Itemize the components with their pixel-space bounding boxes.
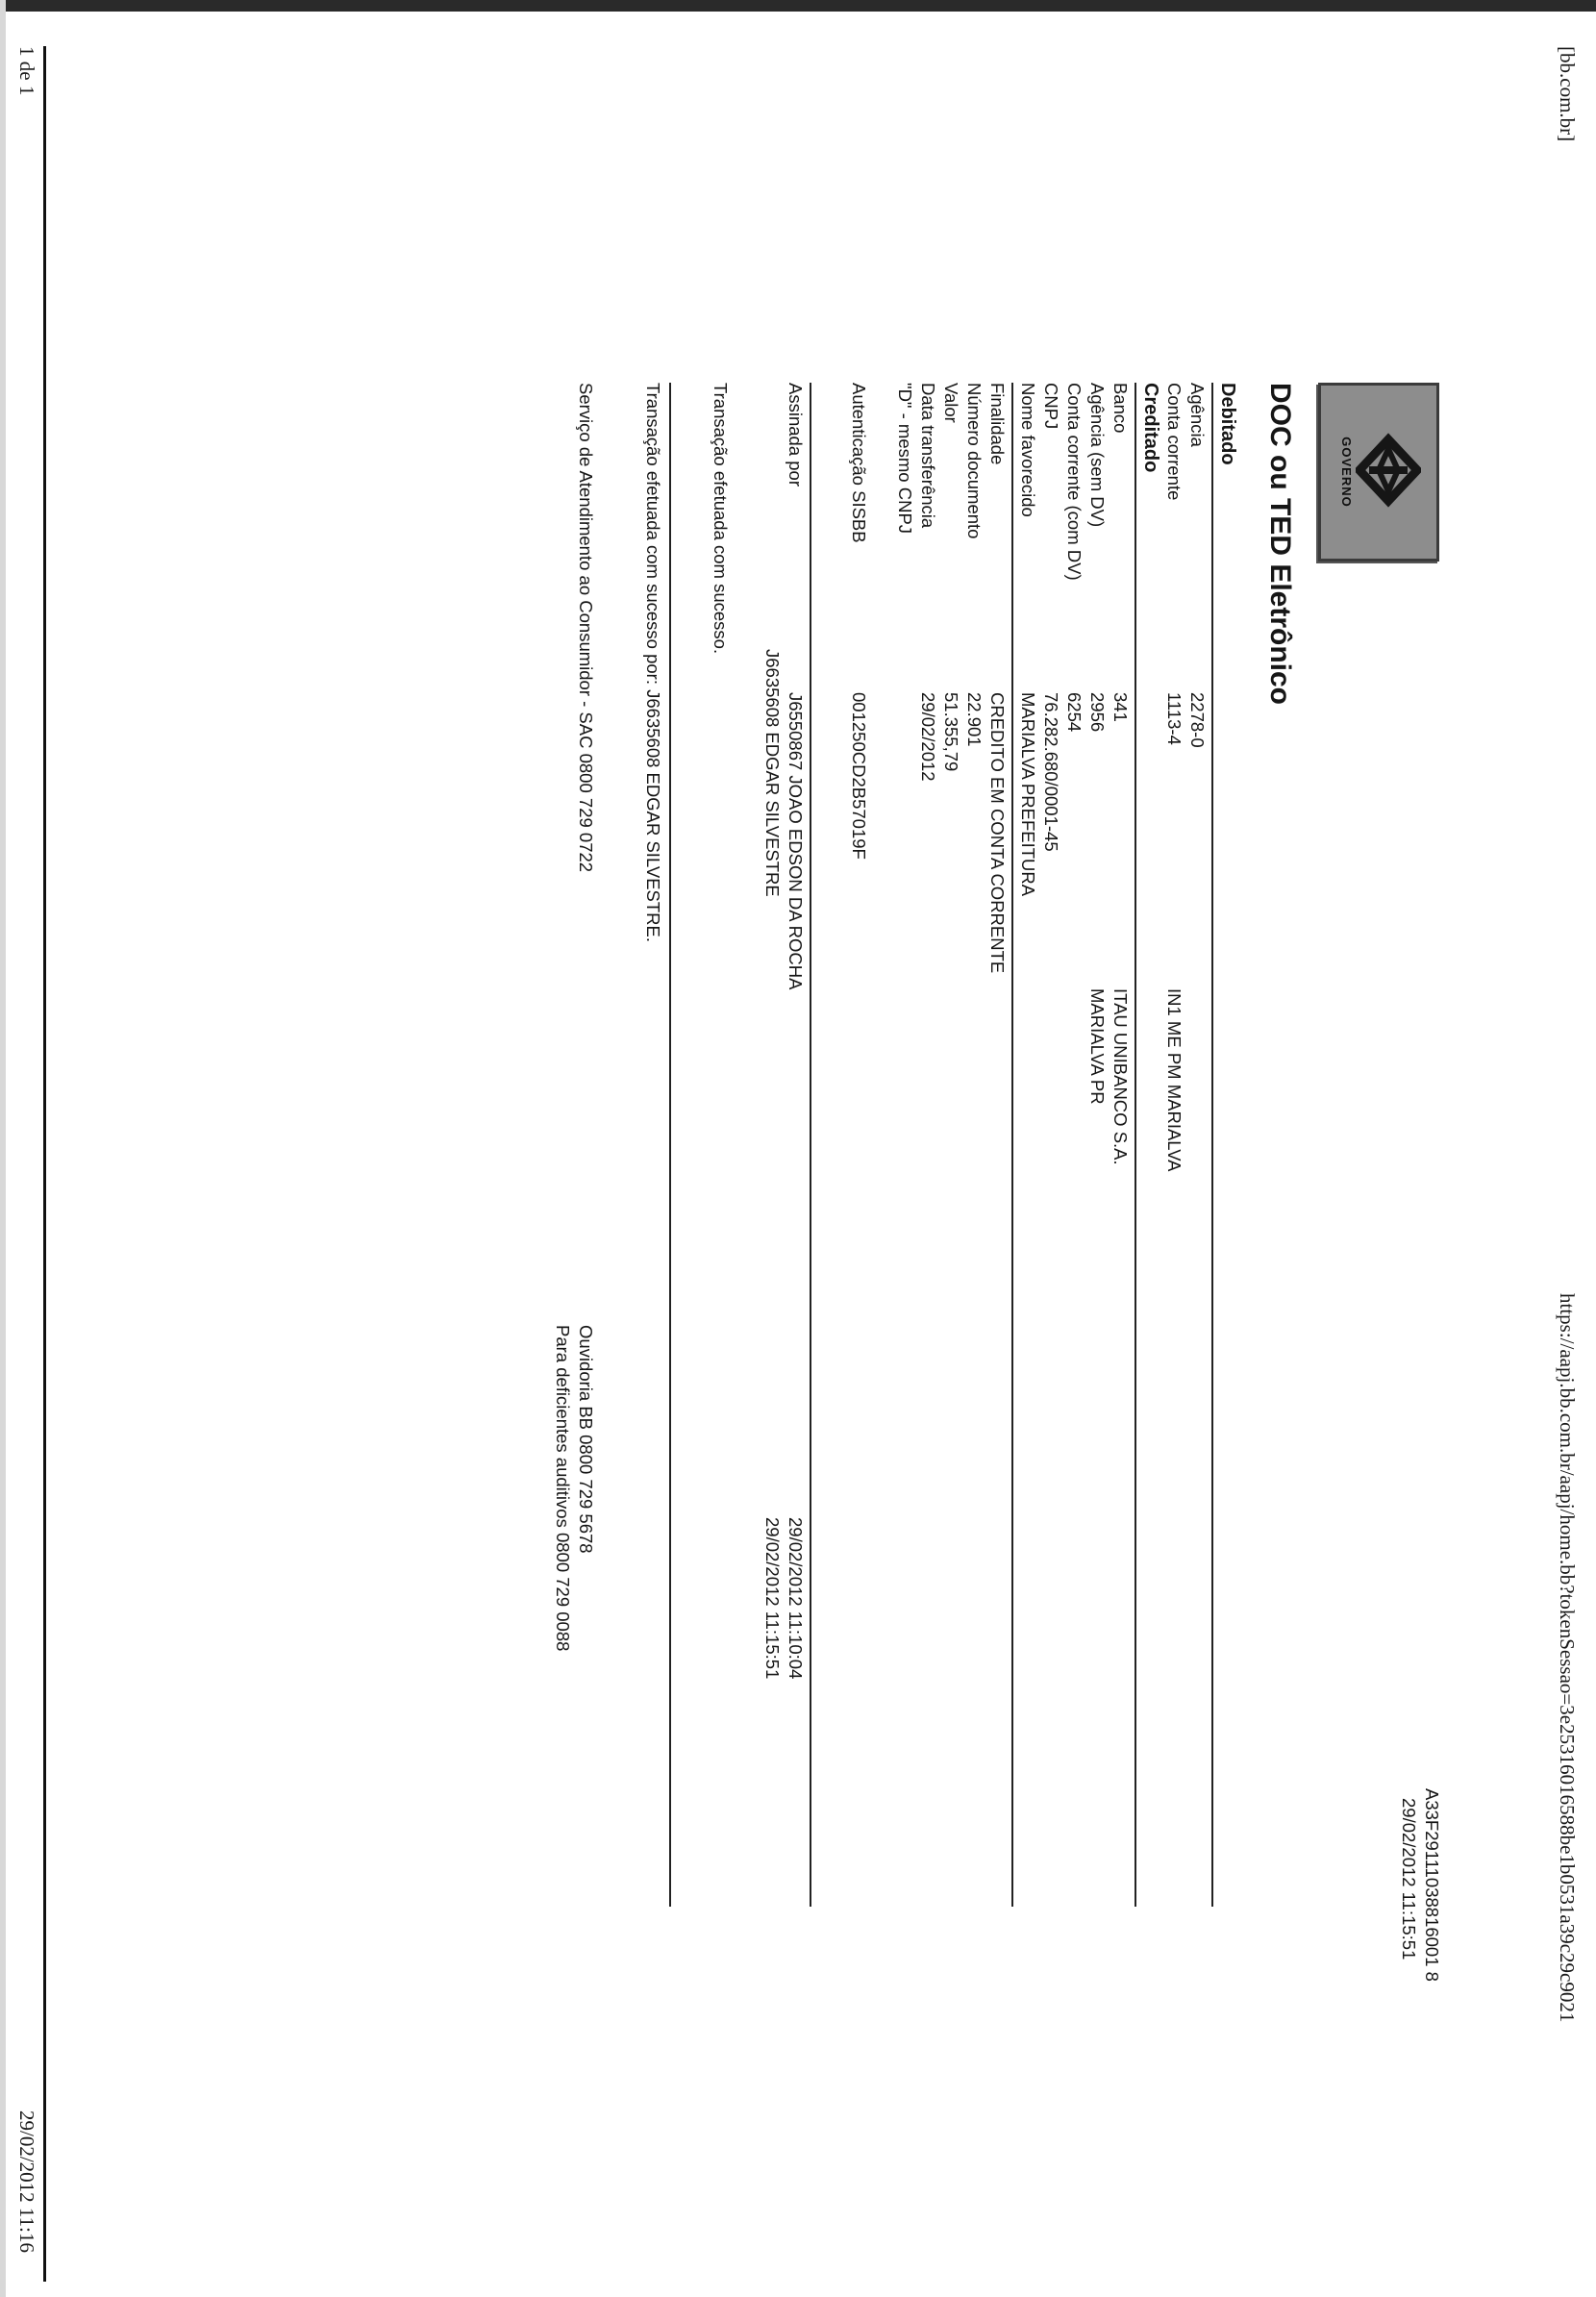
creditado-agencia-value: 2956: [1087, 692, 1108, 733]
ouvidoria-contact: Ouvidoria BB 0800 729 5678: [576, 1325, 596, 1554]
autenticacao-value: 001250CD2B57019F: [849, 692, 869, 860]
assinaturas-rule: [810, 383, 811, 1907]
debitado-titular: IN1 ME PM MARIALVA: [1164, 988, 1185, 1172]
print-footer-page-count: 1 de 1: [15, 46, 38, 96]
debitado-conta-value: 1113-4: [1164, 692, 1185, 745]
creditado-banco-name: ITAU UNIBANCO S.A.: [1110, 988, 1131, 1165]
logo-caption: GOVERNO: [1339, 437, 1354, 508]
creditado-conta-label: Conta corrente (com DV): [1064, 383, 1085, 581]
print-footer-datetime: 29/02/2012 11:16: [15, 2110, 38, 2253]
document-title: DOC ou TED Eletrônico: [1264, 383, 1296, 706]
creditado-nome-label: Nome favorecido: [1018, 383, 1038, 517]
sac-contact: Serviço de Atendimento ao Consumidor - SAC 0800 729 0722: [576, 383, 596, 873]
signer-name: J6635608 EDGAR SILVESTRE: [762, 649, 783, 897]
creditado-banco-label: Banco: [1110, 383, 1131, 434]
valor-label: Valor: [941, 383, 961, 423]
bank-logo-icon: [1356, 420, 1421, 520]
creditado-cnpj-value: 76.282.680/0001-45: [1041, 692, 1061, 852]
debitado-rule: [1211, 383, 1213, 1907]
creditado-agencia-label: Agência (sem DV): [1087, 383, 1108, 528]
status-rule: [669, 383, 671, 1907]
creditado-heading: Creditado: [1140, 383, 1161, 473]
signer-datetime: 29/02/2012 11:15:51: [762, 1517, 783, 1680]
print-footer-rule: [43, 46, 46, 2282]
numero-documento-value: 22.901: [964, 692, 985, 747]
deficientes-contact: Para deficientes auditivos 0800 729 0088: [553, 1325, 573, 1652]
status-message: Transação efetuada com sucesso.: [711, 383, 731, 655]
autenticacao-label: Autenticação SISBB: [849, 383, 869, 543]
numero-documento-label: Número documento: [964, 383, 985, 539]
debitado-heading: Debitado: [1217, 383, 1238, 465]
debitado-agencia-value: 2278-0: [1187, 692, 1208, 748]
receipt-code: A33F29111038816001 8: [1422, 1788, 1442, 1982]
creditado-banco-code: 341: [1110, 692, 1131, 722]
valor-value: 51.355,79: [941, 692, 961, 772]
print-header-site: [bb.com.br]: [1556, 46, 1579, 142]
creditado-agencia-city: MARIALVA PR: [1087, 988, 1108, 1105]
assinada-por-label: Assinada por: [786, 383, 806, 487]
finalidade-label: Finalidade: [987, 383, 1008, 465]
creditado-rule: [1135, 383, 1136, 1907]
signer-datetime: 29/02/2012 11:10:04: [786, 1517, 806, 1680]
creditado-conta-value: 6254: [1064, 692, 1085, 733]
debitado-agencia-label: Agência: [1187, 383, 1208, 447]
bank-logo: [1318, 383, 1439, 562]
data-transferencia-value: 29/02/2012: [918, 692, 938, 782]
print-header-url: https://aapj.bb.com.br/aapj/home.bb?tokenSessao=3e25316016588be1b0531a39c29c9021: [1556, 1293, 1579, 2023]
creditado-nome-value: MARIALVA PREFEITURA: [1018, 692, 1038, 897]
receipt-datetime: 29/02/2012 11:15:51: [1399, 1798, 1419, 1960]
data-transferencia-label: Data transferência: [918, 383, 938, 529]
creditado-cnpj-label: CNPJ: [1041, 383, 1061, 430]
mesmo-cnpj-label: "D" - mesmo CNPJ: [895, 383, 915, 535]
signer-name: J6550867 JOAO EDSON DA ROCHA: [786, 692, 806, 990]
finalidade-value: CREDITO EM CONTA CORRENTE: [987, 692, 1008, 974]
detalhes-rule: [1011, 383, 1013, 1907]
debitado-conta-label: Conta corrente: [1164, 383, 1185, 501]
status-performed-by: Transação efetuada com sucesso por: J6635608 EDGAR SILVESTRE.: [643, 383, 663, 943]
